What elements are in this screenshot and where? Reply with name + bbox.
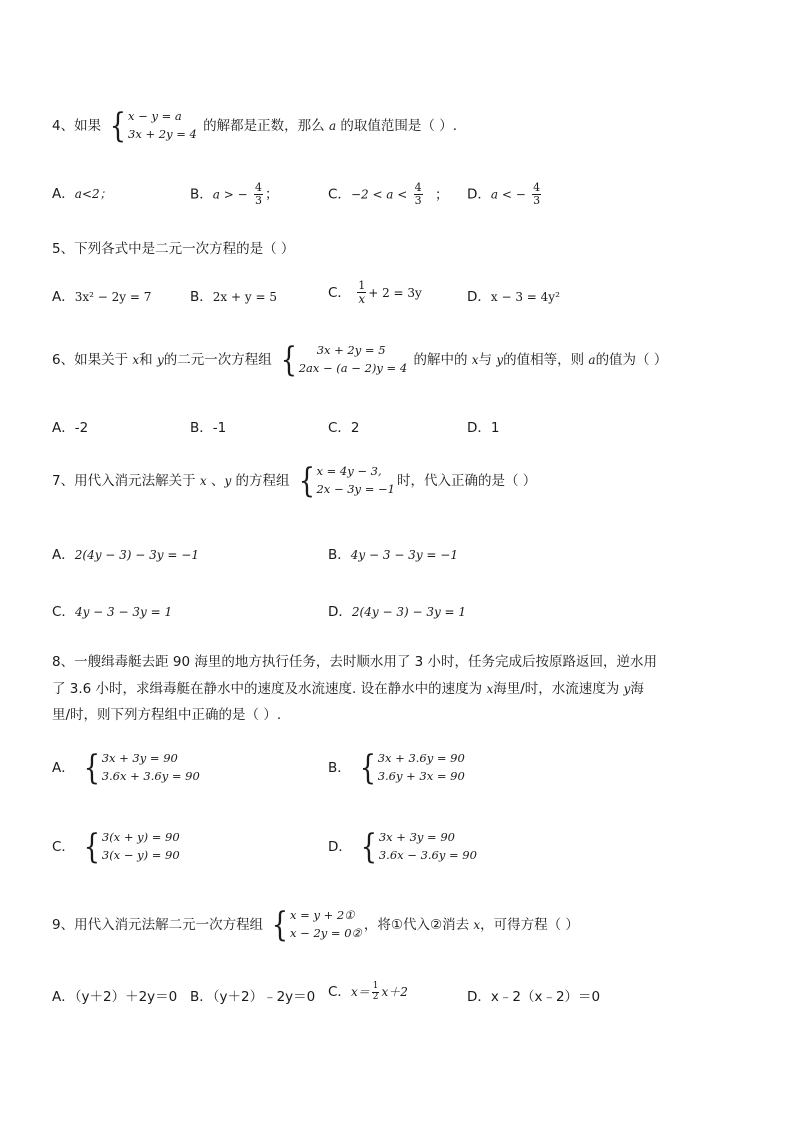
option-d: D．x﹣2（x﹣2）＝0 <box>467 989 601 1005</box>
option-c: C．4y − 3 − 3y = 1 <box>52 604 173 620</box>
option-a: A．a<2； <box>52 186 112 202</box>
option-b: B．（y＋2）﹣2y＝0 <box>190 989 316 1005</box>
left-brace: { <box>272 904 289 945</box>
option-b: B． { 3x + 3.6y = 90 3.6y + 3x = 90 <box>328 747 465 788</box>
question-7-stem: 7、用代入消元法解关于 x 、y 的方程组 { x = 4y − 3, 2x − 3y = −1 时，代入正确的是（ ） <box>52 460 537 501</box>
option-c: C． { 3(x + y) = 90 3(x − y) = 90 <box>52 826 180 867</box>
question-6-stem: 6、如果关于 x和 y的二元一次方程组 { 3x + 2y = 5 2ax − (a − 2)y = 4 的解中的 x与 y的值相等，则 a的值为（ ） <box>52 339 668 380</box>
equation-system: { x − y = a 3x + 2y = 4 <box>110 105 197 146</box>
equation-system: { x = y + 2① x − 2y = 0② <box>272 904 362 945</box>
option-d: D．1 <box>467 420 500 436</box>
left-brace: { <box>83 826 101 867</box>
option-c: C．−2 < a < $\frac{4}{3}$ ； <box>328 181 449 208</box>
option-d: D．x − 3 = 4y² <box>467 289 560 305</box>
option-b: B．-1 <box>190 420 227 436</box>
question-5-stem: 5、下列各式中是二元一次方程的是（ ） <box>52 241 295 257</box>
option-d: D． { 3x + 3y = 90 3.6x − 3.6y = 90 <box>328 826 477 867</box>
option-a: A． { 3x + 3y = 90 3.6x + 3.6y = 90 <box>52 747 200 788</box>
left-brace: { <box>298 460 315 501</box>
question-8-line-3: 里/时，则下列方程组中正确的是（ ）. <box>52 707 282 723</box>
option-c: C．2 <box>328 420 360 436</box>
option-a: A．2(4y − 3) − 3y = −1 <box>52 547 199 563</box>
left-brace: { <box>110 105 127 146</box>
left-brace: { <box>280 339 297 380</box>
equation-system: { 3x + 2y = 5 2ax − (a − 2)y = 4 <box>280 339 408 380</box>
question-8-line-2: 了 3.6 小时，求缉毒艇在静水中的速度及水流速度. 设在静水中的速度为 x海里/时，水流速度为 y海 <box>52 681 644 697</box>
option-a: A．-2 <box>52 420 89 436</box>
option-a: A．3x² − 2y = 7 <box>52 289 152 305</box>
option-c: C． $\frac{1}{x}$ + 2 = 3y <box>328 279 422 307</box>
left-brace: { <box>360 826 378 867</box>
option-c: C．x＝ $\frac{1}{2}$ x＋2 <box>328 980 408 1002</box>
left-brace: { <box>83 747 100 788</box>
option-b: B．2x + y = 5 <box>190 289 277 305</box>
option-d: D．2(4y − 3) − 3y = 1 <box>328 604 467 620</box>
option-d: D．a < − $\frac{4}{3}$ <box>467 181 541 208</box>
option-a: A．（y＋2）＋2y＝0 <box>52 989 178 1005</box>
option-b: B．4y − 3 − 3y = −1 <box>328 547 458 563</box>
equation-system: { x = 4y − 3, 2x − 3y = −1 <box>298 460 395 501</box>
question-9-stem: 9、用代入消元法解二元一次方程组 { x = y + 2① x − 2y = 0② ，将①代入②消去 x，可得方程（ ） <box>52 904 579 945</box>
left-brace: { <box>359 747 376 788</box>
option-b: B．a > − $\frac{4}{3}$ ； <box>190 181 279 208</box>
question-8-line-1: 8、一艘缉毒艇去距 90 海里的地方执行任务，去时顺水用了 3 小时，任务完成后按原路返回，逆水用 <box>52 654 658 670</box>
question-4-stem: 4、如果 { x − y = a 3x + 2y = 4 的解都是正数，那么 a 的取值范围是（ ）. <box>52 105 457 146</box>
